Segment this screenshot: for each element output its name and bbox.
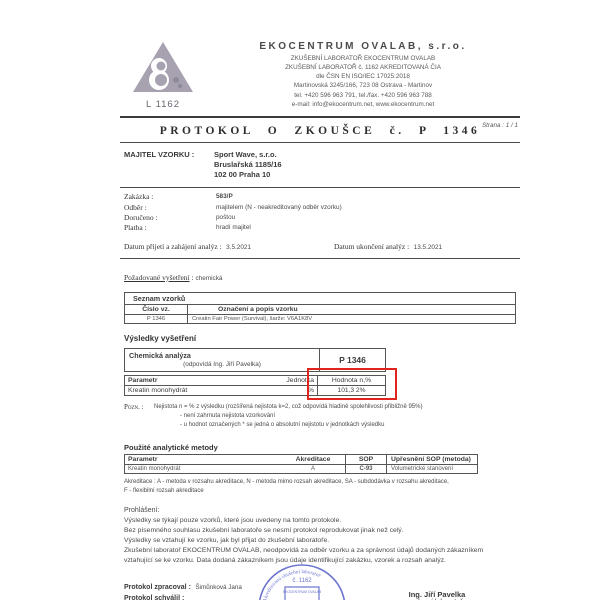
order-label: Odběr : [124,202,147,212]
chem-table-header [124,348,386,372]
title-row [120,122,520,137]
order-row [124,192,520,201]
order-value: 583/P [216,193,233,201]
requested-label: Požadované vyšetření [124,272,190,282]
result-uncertainty: 2% [355,386,366,394]
parameter-name: Kreatin monohydrát [128,386,188,394]
sample-desc: Creatin Fair Power (Survival), šarže: V6A1K8V [192,315,313,322]
col-parameter: Parametr [128,376,158,384]
sample-id: P 1346 [125,315,188,323]
note-line: - u hodnot označených * se jedná o absolutní nejistotu v jednotkách výsledku [180,422,385,429]
approver-name: Ing. Jiří Pavelka [408,589,466,599]
table-row [125,465,477,473]
svg-text:č. 1162: č. 1162 [292,577,312,584]
table-row [125,386,385,395]
declaration-line: Výsledky se týkají pouze vzorků, které jsou uvedeny na tomto protokole. [124,516,342,524]
accreditation-logo-block [120,38,206,110]
legend-line: Akreditace : A - metoda v rozsahu akreditace, N - metoda mimo rozsah akreditace, SA - subdodávka v rozsahu akreditace, [124,478,449,485]
results-heading: Výsledky vyšetření [124,333,197,343]
footer-left-column [124,576,258,600]
svg-text:Akreditovaná zkušební laborato: Akreditovaná zkušební laboratoř [261,568,322,600]
title-divider [120,142,520,143]
letterhead-line: tel. +420 596 963 791, tel./fax. +420 596 963 788 [294,91,432,99]
declaration-line: Výsledky se vztahují ke vzorku, jak byl přijat do zkušební laboratoře. [124,537,330,545]
order-row [124,203,520,212]
protocol-document [120,38,520,600]
method-detail: Volumetrické stanovení [391,465,454,472]
parameter-unit: % [307,386,314,394]
owner-divider [120,187,520,188]
col-sop-detail: Upřesnění SOP (metoda) [391,455,471,463]
approver-block [408,590,466,600]
col-sample-id: Číslo vz. [125,305,188,314]
samples-table [124,292,516,324]
analysis-type: Chemická analýza [129,350,191,360]
document-title: PROTOKOL O ZKOUŠCE č. P 1346 [159,125,481,137]
requested-value: chemická [195,274,223,282]
order-row [124,223,520,232]
col-unit: Jednotka [286,376,314,384]
date-start: Datum přijetí a zahájení analýz : 3.5.2021 [124,241,252,251]
letterhead-line: e-mail: info@ekocentrum.net, www.ekocentrum.net [291,100,435,108]
methods-header-row [125,455,477,465]
svg-text:EKOCENTRUM OVALAB: EKOCENTRUM OVALAB [282,589,322,594]
letterhead-line: ZKUŠEBNÍ LABORATOŘ EKOCENTRUM OVALAB [290,55,436,62]
letterhead-line: dle ČSN EN ISO/IEC 17025:2018 [316,73,410,81]
analysis-sample-id: P 1346 [339,354,366,365]
letterhead-line: ZKUŠEBNÍ LABORATOŘ č. 1162 AKREDITOVANÁ ČIA [285,64,441,72]
accreditation-legend [124,478,520,496]
samples-table-header [125,305,515,315]
table-row [125,315,515,323]
order-value: hradí majitel [216,224,251,232]
header-divider [120,116,520,118]
date-end: Datum ukončení analýz : 13.5.2021 [334,241,443,251]
stamp-icon [256,562,348,600]
order-label: Doručeno : [124,213,158,222]
letterhead-line: Martinovská 3245/166, 723 08 Ostrava - Martinov [293,82,433,90]
legend-line: F - flexibilní rozsah akreditace [124,487,204,494]
signature-footer [120,568,520,600]
uncertainty-note [124,403,520,431]
chem-header-row [125,376,385,386]
methods-table [124,454,478,474]
prepared-label: Protokol zpracoval : [124,583,191,591]
methods-heading: Použité analytické metody [124,442,218,452]
chem-table-body [124,375,386,396]
order-label: Zakázka : [124,192,154,202]
requested-examination: Požadované vyšetření : chemická [124,272,223,282]
col-value: Hodnota n,% [331,376,372,384]
cia-accreditation-logo [130,40,196,96]
analysis-dates-row [124,236,520,254]
col-sop: SOP [345,455,387,464]
order-value: majitelem (N - neakreditovaný odběr vzorku) [216,203,342,211]
order-info [124,192,520,233]
samples-table-title: Seznam vzorků [125,293,515,305]
owner-street: Bruslařská 1185/16 [214,159,282,169]
letterhead-text [206,38,520,109]
order-row [124,213,520,222]
note-line: Nejistota n = % z výsledku (rozšířená nejistota k=2, což odpovídá hladině spolehlivosti přibližně 95%) [154,403,423,410]
col-sample-desc: Označení a popis vzorku [218,305,298,313]
owner-name: Sport Wave, s.r.o. [214,150,277,159]
declaration-line: Zkušební laboratoř EKOCENTRUM OVALAB, neodpovídá za odběr vzorku a za správnost údajů dodaných zákazníkem [124,547,484,555]
company-name: EKOCENTRUM OVALAB, s.r.o. [259,41,467,52]
sample-owner-block [124,150,520,179]
result-value: 101,3 [337,386,355,394]
page-number: Strana : 1 / 1 [481,122,518,129]
method-accreditation: A [310,465,315,472]
declaration-line: vztahující se ke vzorku. Data dodaná zákazníkem jsou údaje identifikující zakázku, vzorek a rozsah analýz. [124,557,446,565]
laboratory-stamp [256,562,348,600]
method-parameter: Kreatin monohydrát [128,465,181,472]
owner-label: MAJITEL VZORKU : [124,150,195,159]
note-label: Pozn. : [124,402,144,411]
col-accreditation: Akreditace [295,455,331,463]
declaration-heading: Prohlášení: [124,506,160,514]
declaration-block [124,507,520,567]
letterhead [120,38,520,110]
declaration-line: Bez písemného souhlasu zkušební laboratoře se nesmí protokol reprodukovat jinak než celý. [124,526,404,534]
note-line: - není zahrnuta nejistota vzorkování [180,413,276,420]
dates-divider [120,258,520,259]
owner-city: 102 00 Praha 10 [214,169,271,179]
accreditation-number-label: L 1162 [146,99,180,110]
col-parameter: Parametr [128,455,158,463]
method-sop: C-93 [345,465,387,473]
chemical-analysis-table [124,348,386,396]
approved-label: Protokol schválil : [124,594,185,600]
prepared-by: Šimůnková Jana [195,583,242,591]
owner-address [214,150,282,179]
analysis-responsible: (odpovídá Ing. Jiří Pavelka) [183,360,261,368]
order-label: Platba : [124,223,147,233]
order-value: poštou [216,214,236,221]
